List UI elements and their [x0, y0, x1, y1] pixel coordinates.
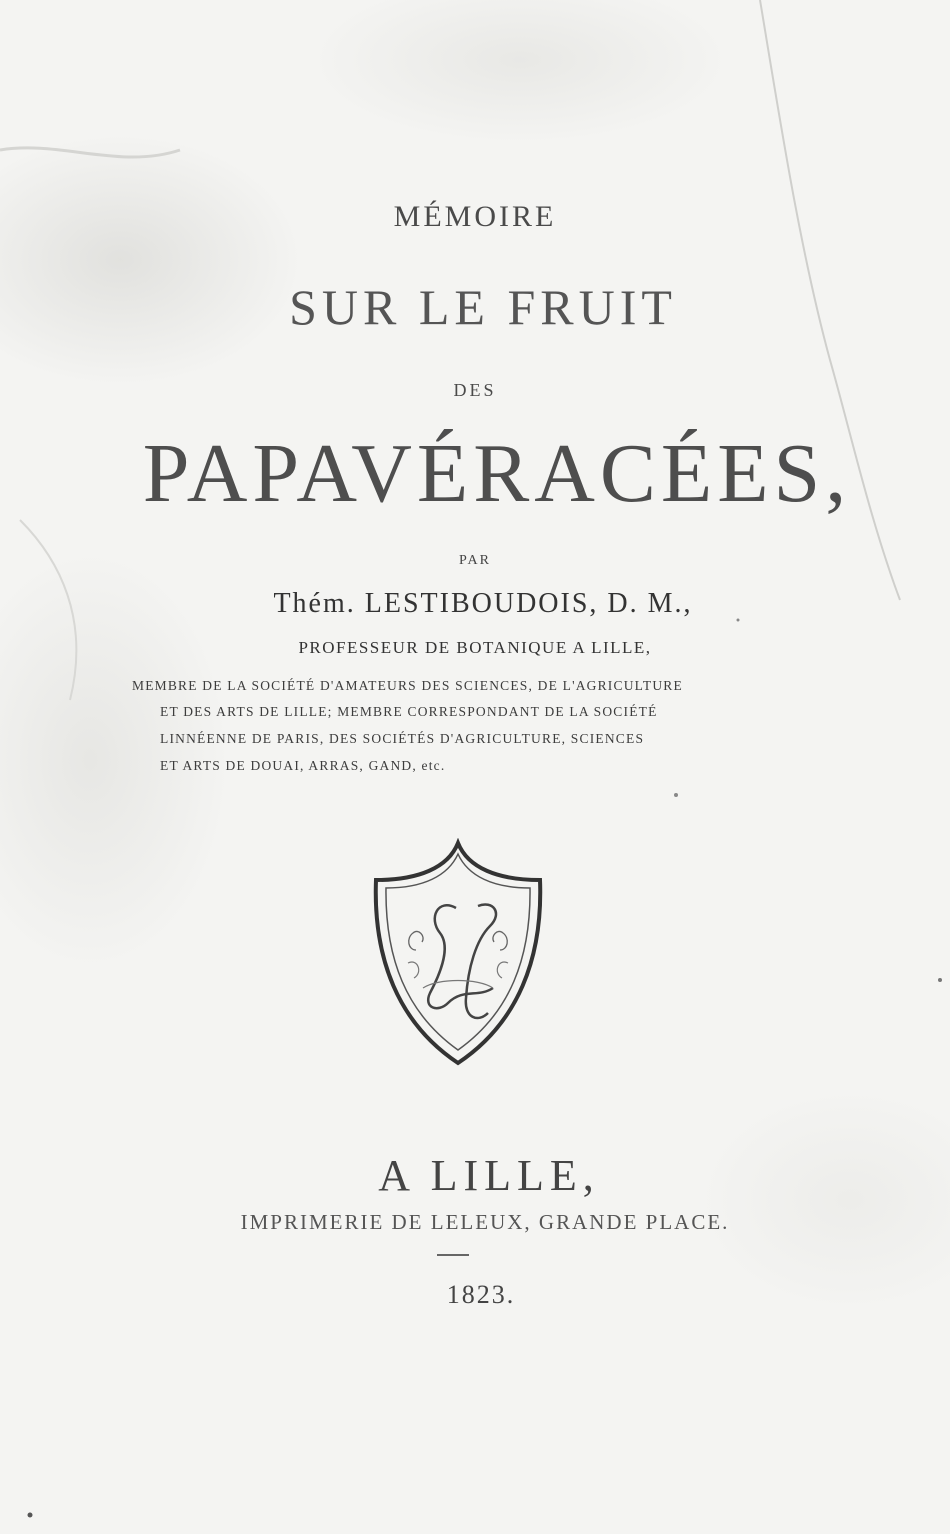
imprint-place: A LILLE,: [378, 1151, 600, 1200]
membership-line: LINNÉENNE DE PARIS, DES SOCIÉTÉS D'AGRICULTURE, SCIENCES: [160, 731, 645, 746]
membership-line: MEMBRE DE LA SOCIÉTÉ D'AMATEURS DES SCIENCES, DE L'AGRICULTURE: [132, 678, 683, 693]
imprint-year: 1823.: [446, 1280, 516, 1309]
title-des: DES: [453, 380, 497, 400]
author-name: Thém. LESTIBOUDOIS, D. M.,: [273, 588, 693, 619]
by-line: PAR: [459, 553, 491, 568]
membership-line: ET ARTS DE DOUAI, ARRAS, GAND, etc.: [160, 758, 446, 773]
title-memoire: MÉMOIRE: [393, 200, 557, 233]
author-position: PROFESSEUR DE BOTANIQUE A LILLE,: [298, 638, 652, 657]
monogram-shield-icon: [368, 838, 548, 1068]
imprint-printer: IMPRIMERIE DE LELEUX, GRANDE PLACE.: [240, 1210, 730, 1234]
membership-line: ET DES ARTS DE LILLE; MEMBRE CORRESPONDANT DE LA SOCIÉTÉ: [160, 704, 658, 719]
title-papaveracees: PAPAVÉRACÉES,: [142, 427, 852, 520]
divider-rule: [437, 1254, 469, 1256]
title-sur-le-fruit: SUR LE FRUIT: [289, 279, 677, 335]
